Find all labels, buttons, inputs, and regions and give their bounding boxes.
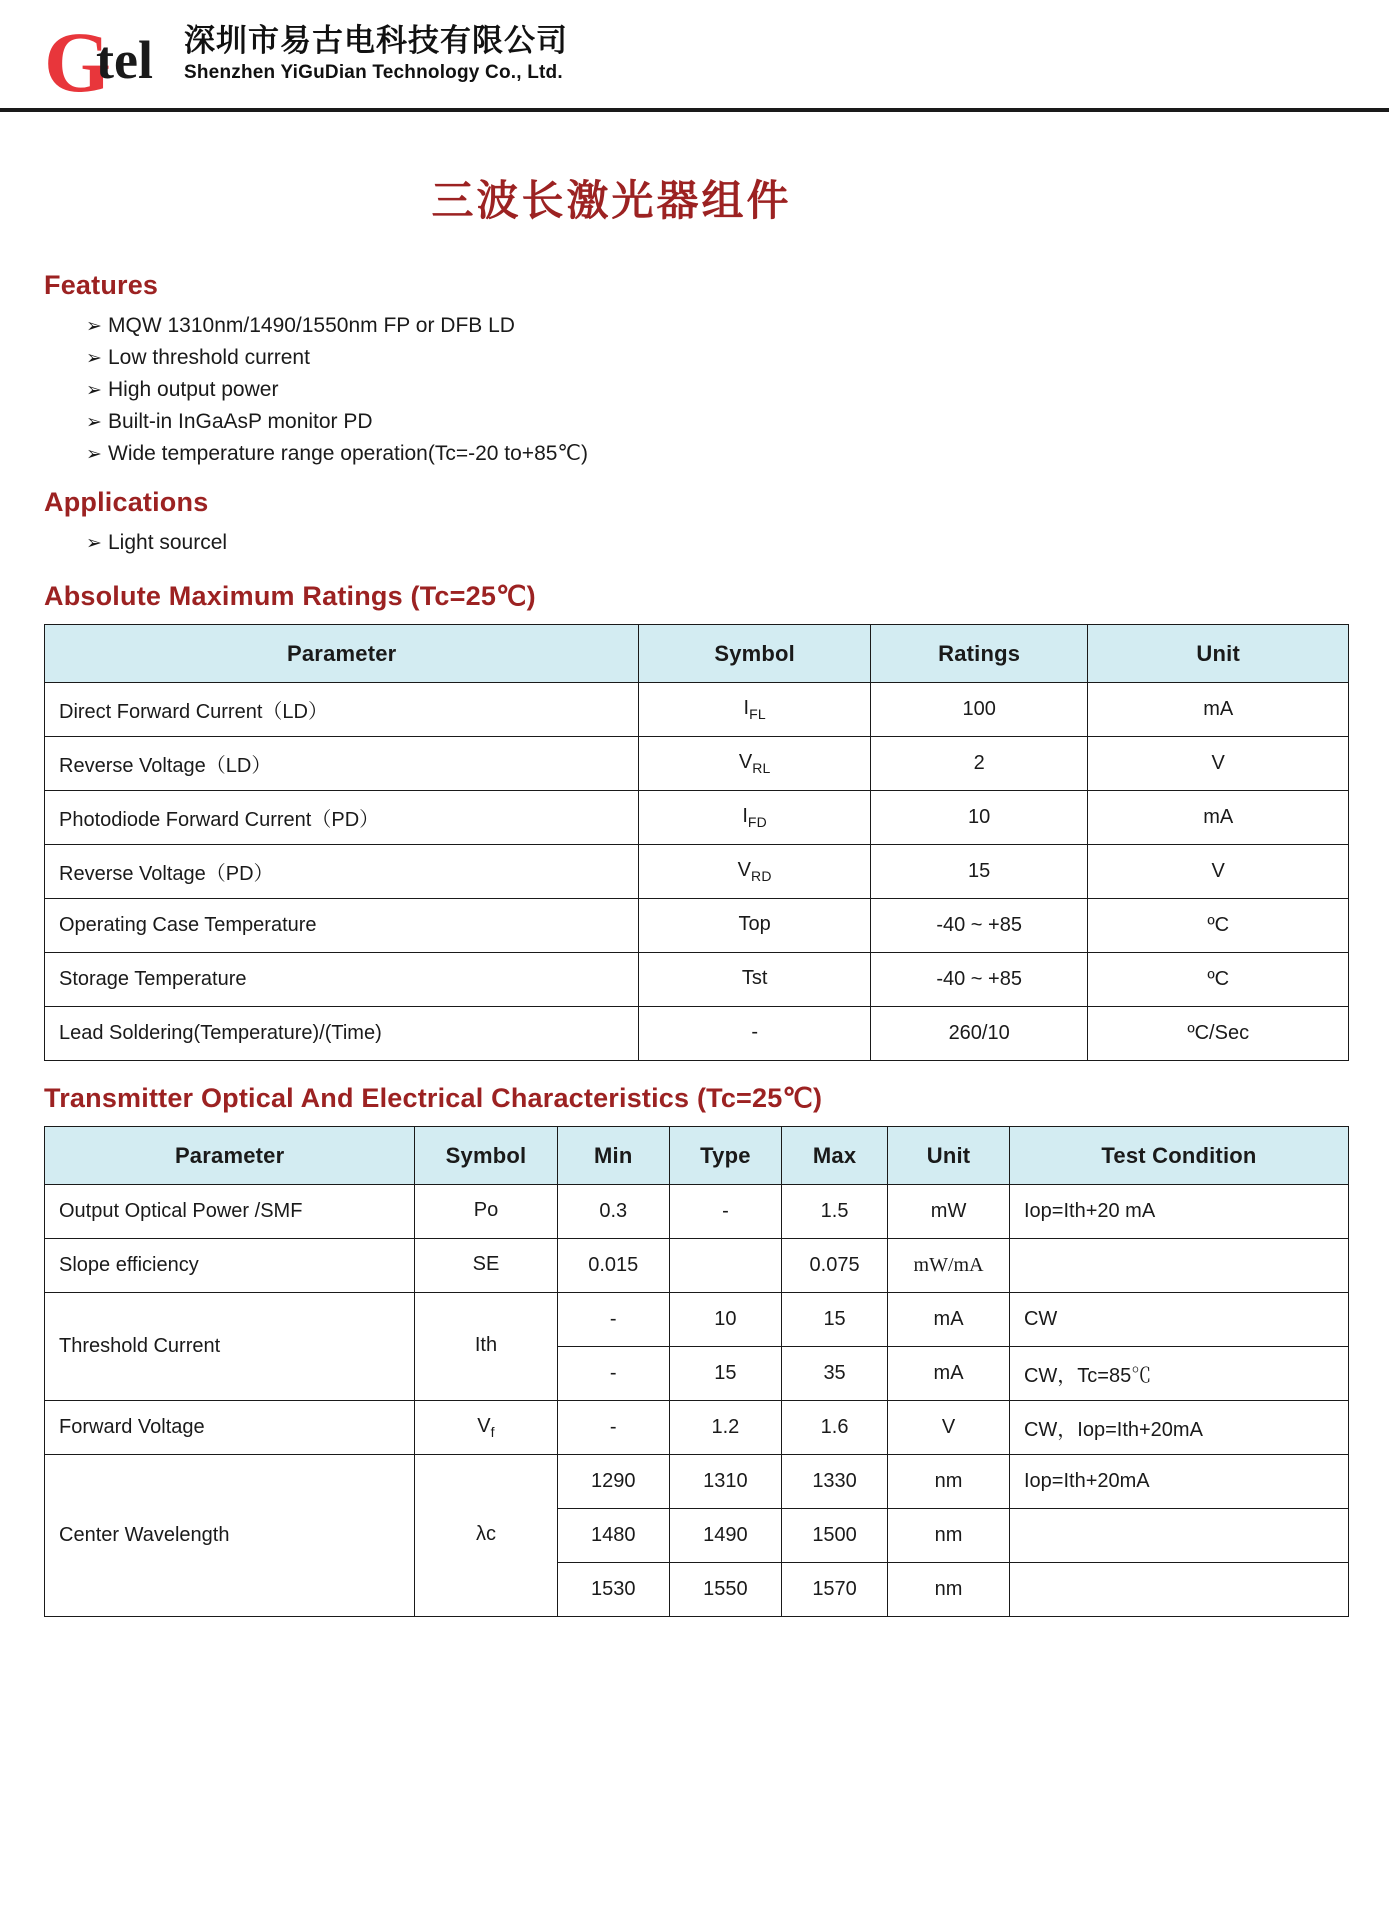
cell-test-condition: Iop=Ith+20 mA bbox=[1009, 1185, 1348, 1239]
column-header-symbol: Symbol bbox=[415, 1127, 557, 1185]
feature-text: MQW 1310nm/1490/1550nm FP or DFB LD bbox=[108, 314, 515, 337]
cell-symbol bbox=[639, 737, 870, 791]
cell-unit: V bbox=[888, 1401, 1010, 1455]
section-heading-transmitter-characteristics: Transmitter Optical And Electrical Characteristics (Tc=25℃) bbox=[44, 1083, 823, 1113]
cell-parameter: Reverse Voltage（LD） bbox=[45, 737, 639, 791]
cell-type: 1310 bbox=[669, 1455, 781, 1509]
symbol-subscript: FL bbox=[749, 706, 766, 722]
cell-parameter: Slope efficiency bbox=[45, 1239, 415, 1293]
cell-ratings: 260/10 bbox=[870, 1007, 1088, 1061]
cell-max: 35 bbox=[782, 1347, 888, 1401]
arrow-bullet-icon: ➢ bbox=[86, 379, 102, 401]
cell-test-condition bbox=[1009, 1239, 1348, 1293]
list-item bbox=[44, 310, 1349, 342]
logo-letter-g: G bbox=[44, 14, 105, 110]
cell-symbol bbox=[415, 1455, 557, 1617]
cell-symbol bbox=[415, 1185, 557, 1239]
symbol-base: λc bbox=[475, 1523, 496, 1545]
cell-type: - bbox=[669, 1185, 781, 1239]
cell-parameter: Lead Soldering(Temperature)/(Time) bbox=[45, 1007, 639, 1061]
cell-symbol bbox=[639, 1007, 870, 1061]
gtel-logo-icon bbox=[44, 14, 162, 110]
table-row bbox=[45, 1185, 1349, 1239]
cell-unit: V bbox=[1088, 737, 1349, 791]
logo-letters-tel: tel bbox=[96, 30, 153, 90]
table-row bbox=[45, 1239, 1349, 1293]
feature-text: High output power bbox=[108, 378, 279, 401]
column-header-type: Type bbox=[669, 1127, 781, 1185]
symbol-subscript: FD bbox=[747, 814, 767, 830]
cell-parameter: Direct Forward Current（LD） bbox=[45, 683, 639, 737]
cell-ratings: -40 ~ +85 bbox=[870, 953, 1088, 1007]
table-row bbox=[45, 845, 1349, 899]
table-row bbox=[45, 1455, 1349, 1509]
symbol-base: Top bbox=[738, 913, 771, 935]
table-row bbox=[45, 1007, 1349, 1061]
cell-min: - bbox=[557, 1347, 669, 1401]
cell-parameter: Photodiode Forward Current（PD） bbox=[45, 791, 639, 845]
cell-min: 1480 bbox=[557, 1509, 669, 1563]
list-item bbox=[44, 374, 1349, 406]
cell-type: 1550 bbox=[669, 1563, 781, 1617]
page-title: 三波长激光器组件 bbox=[431, 179, 792, 225]
symbol-base: Tst bbox=[741, 967, 768, 989]
table-row bbox=[45, 737, 1349, 791]
cell-min: 1530 bbox=[557, 1563, 669, 1617]
cell-parameter: Operating Case Temperature bbox=[45, 899, 639, 953]
feature-text: Built-in InGaAsP monitor PD bbox=[108, 410, 373, 433]
cell-min: 0.015 bbox=[557, 1239, 669, 1293]
column-header-max: Max bbox=[782, 1127, 888, 1185]
cell-unit: mW/mA bbox=[888, 1239, 1010, 1293]
table-header-row bbox=[45, 1127, 1349, 1185]
cell-symbol bbox=[415, 1293, 557, 1401]
symbol-subscript: RL bbox=[752, 760, 771, 776]
cell-max: 1.6 bbox=[782, 1401, 888, 1455]
table-row bbox=[45, 683, 1349, 737]
cell-unit: V bbox=[1088, 845, 1349, 899]
list-item bbox=[44, 342, 1349, 374]
symbol-base: Ith bbox=[474, 1334, 498, 1356]
cell-unit: ºC bbox=[1088, 899, 1349, 953]
cell-type: 1490 bbox=[669, 1509, 781, 1563]
cell-max: 1500 bbox=[782, 1509, 888, 1563]
cell-min: - bbox=[557, 1401, 669, 1455]
cell-unit: ºC bbox=[1088, 953, 1349, 1007]
cell-parameter: Threshold Current bbox=[45, 1293, 415, 1401]
cell-max: 1330 bbox=[782, 1455, 888, 1509]
cell-ratings: -40 ~ +85 bbox=[870, 899, 1088, 953]
column-header-parameter: Parameter bbox=[45, 625, 639, 683]
cell-min: 1290 bbox=[557, 1455, 669, 1509]
cell-unit: nm bbox=[888, 1509, 1010, 1563]
cell-parameter: Output Optical Power /SMF bbox=[45, 1185, 415, 1239]
cell-symbol bbox=[639, 845, 870, 899]
cell-ratings: 10 bbox=[870, 791, 1088, 845]
company-name-cn: 深圳市易古电科技有限公司 bbox=[184, 23, 568, 59]
cell-symbol bbox=[639, 899, 870, 953]
absolute-max-ratings-table bbox=[44, 624, 1349, 1061]
list-item bbox=[44, 406, 1349, 438]
column-header-unit: Unit bbox=[1088, 625, 1349, 683]
arrow-bullet-icon: ➢ bbox=[86, 411, 102, 433]
symbol-base: V bbox=[737, 859, 752, 881]
cell-unit: mA bbox=[1088, 791, 1349, 845]
symbol-subscript: RD bbox=[751, 868, 772, 884]
cell-min: 0.3 bbox=[557, 1185, 669, 1239]
table-row bbox=[45, 953, 1349, 1007]
cell-test-condition: CW，Tc=85℃ bbox=[1009, 1347, 1348, 1401]
section-heading-applications: Applications bbox=[44, 487, 209, 517]
column-header-ratings: Ratings bbox=[870, 625, 1088, 683]
table-row bbox=[45, 1401, 1349, 1455]
table-row bbox=[45, 791, 1349, 845]
cell-symbol bbox=[639, 953, 870, 1007]
cell-ratings: 2 bbox=[870, 737, 1088, 791]
cell-min: - bbox=[557, 1293, 669, 1347]
cell-unit: mA bbox=[888, 1347, 1010, 1401]
cell-symbol bbox=[415, 1401, 557, 1455]
column-header-parameter: Parameter bbox=[45, 1127, 415, 1185]
cell-test-condition bbox=[1009, 1563, 1348, 1617]
cell-unit: ºC/Sec bbox=[1088, 1007, 1349, 1061]
company-logo bbox=[44, 14, 568, 110]
cell-max: 1570 bbox=[782, 1563, 888, 1617]
page-header bbox=[0, 0, 1389, 112]
company-name-en: Shenzhen YiGuDian Technology Co., Ltd. bbox=[184, 61, 563, 83]
arrow-bullet-icon: ➢ bbox=[86, 315, 102, 337]
cell-max: 1.5 bbox=[782, 1185, 888, 1239]
cell-test-condition: CW bbox=[1009, 1293, 1348, 1347]
cell-parameter: Center Wavelength bbox=[45, 1455, 415, 1617]
absolute-max-ratings-body bbox=[45, 683, 1349, 1061]
cell-unit: nm bbox=[888, 1455, 1010, 1509]
transmitter-characteristics-table bbox=[44, 1126, 1349, 1617]
list-item bbox=[44, 438, 1349, 470]
cell-type: 15 bbox=[669, 1347, 781, 1401]
arrow-bullet-icon: ➢ bbox=[86, 443, 102, 465]
cell-parameter: Reverse Voltage（PD） bbox=[45, 845, 639, 899]
column-header-symbol: Symbol bbox=[639, 625, 870, 683]
cell-max: 15 bbox=[782, 1293, 888, 1347]
cell-max: 0.075 bbox=[782, 1239, 888, 1293]
features-list bbox=[44, 310, 1349, 470]
cell-type: 10 bbox=[669, 1293, 781, 1347]
page-content bbox=[0, 168, 1389, 1617]
cell-test-condition: CW，Iop=Ith+20mA bbox=[1009, 1401, 1348, 1455]
cell-type bbox=[669, 1239, 781, 1293]
transmitter-characteristics-body bbox=[45, 1185, 1349, 1617]
cell-ratings: 100 bbox=[870, 683, 1088, 737]
cell-unit: nm bbox=[888, 1563, 1010, 1617]
cell-symbol bbox=[639, 791, 870, 845]
arrow-bullet-icon: ➢ bbox=[86, 532, 102, 554]
column-header-unit: Unit bbox=[888, 1127, 1010, 1185]
cell-unit: mA bbox=[1088, 683, 1349, 737]
arrow-bullet-icon: ➢ bbox=[86, 347, 102, 369]
feature-text: Wide temperature range operation(Tc=-20 to+85℃) bbox=[108, 442, 589, 465]
section-heading-absolute-max-ratings: Absolute Maximum Ratings (Tc=25℃) bbox=[44, 581, 536, 611]
table-header-row bbox=[45, 625, 1349, 683]
column-header-min: Min bbox=[557, 1127, 669, 1185]
cell-symbol bbox=[639, 683, 870, 737]
cell-test-condition: Iop=Ith+20mA bbox=[1009, 1455, 1348, 1509]
symbol-base: Po bbox=[473, 1199, 499, 1221]
cell-parameter: Forward Voltage bbox=[45, 1401, 415, 1455]
table-row bbox=[45, 1293, 1349, 1347]
application-text: Light sourcel bbox=[108, 531, 228, 554]
cell-test-condition bbox=[1009, 1509, 1348, 1563]
symbol-base: I bbox=[743, 697, 750, 719]
symbol-subscript: f bbox=[490, 1424, 495, 1440]
cell-unit: mW bbox=[888, 1185, 1010, 1239]
symbol-base: - bbox=[751, 1021, 758, 1043]
symbol-base: I bbox=[742, 805, 748, 827]
cell-symbol bbox=[415, 1239, 557, 1293]
cell-ratings: 15 bbox=[870, 845, 1088, 899]
table-row bbox=[45, 899, 1349, 953]
cell-parameter: Storage Temperature bbox=[45, 953, 639, 1007]
list-item bbox=[44, 527, 1349, 559]
applications-list bbox=[44, 527, 1349, 559]
feature-text: Low threshold current bbox=[108, 346, 310, 369]
symbol-base: V bbox=[477, 1415, 491, 1437]
symbol-base: V bbox=[738, 751, 753, 773]
section-heading-features: Features bbox=[44, 270, 159, 300]
cell-unit: mA bbox=[888, 1293, 1010, 1347]
cell-type: 1.2 bbox=[669, 1401, 781, 1455]
company-name-block bbox=[184, 23, 568, 84]
symbol-base: SE bbox=[472, 1253, 500, 1275]
column-header-test-condition: Test Condition bbox=[1009, 1127, 1348, 1185]
